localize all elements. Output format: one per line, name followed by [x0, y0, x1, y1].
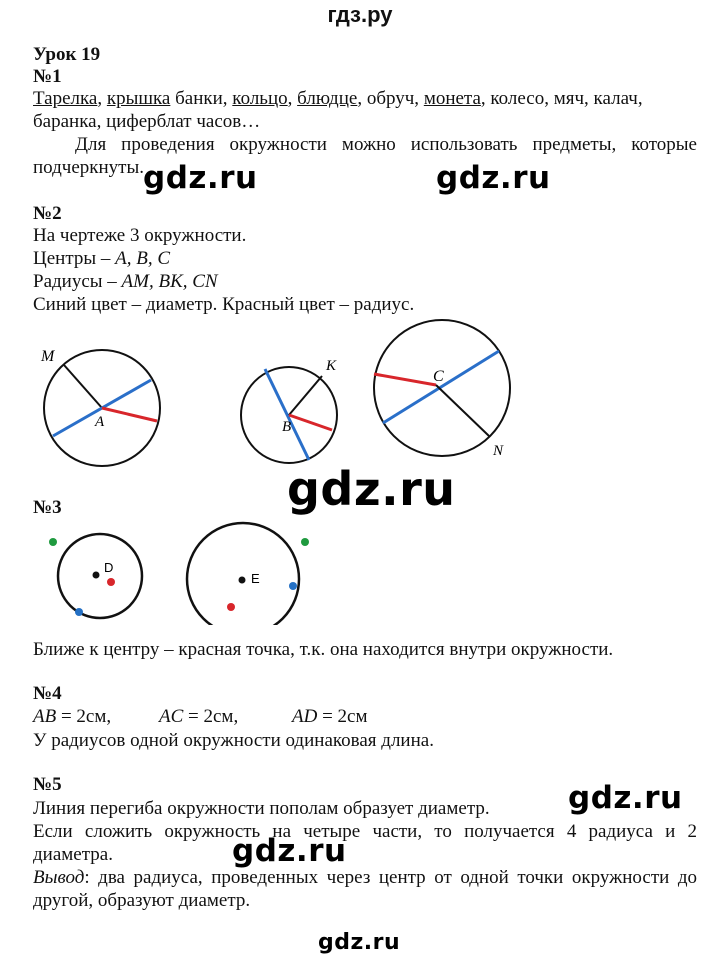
circle-d — [58, 534, 142, 618]
task1-item: кольцо — [232, 88, 288, 109]
eq3-lhs: AD — [292, 706, 318, 727]
conclusion-text: : два радиуса, проведенных через центр от одной точки окружности до другой, образуют диаметр. — [33, 867, 697, 911]
radius-cn — [436, 385, 489, 436]
label-n: N — [493, 443, 504, 459]
task3-number: №3 — [33, 497, 62, 518]
radius-a-red — [102, 408, 157, 421]
task2-centers — [33, 247, 170, 270]
task1-line2: баранка, циферблат часов… — [33, 111, 261, 132]
label-b: B — [282, 419, 292, 435]
eq2-rhs: = 2см, — [183, 706, 239, 727]
radius-bk — [289, 376, 322, 415]
blue-point — [75, 608, 83, 616]
green-point — [49, 538, 57, 546]
radii-label: Радиусы – — [33, 271, 122, 292]
eq3-rhs: = 2см — [317, 706, 368, 727]
task4-note: У радиусов одной окружности одинаковая длина. — [33, 730, 434, 751]
lesson-title: Урок 19 — [33, 44, 101, 65]
task2-radii — [33, 270, 218, 293]
task5-number: №5 — [33, 774, 62, 795]
task1-item: , колесо, мяч, калач, — [480, 88, 643, 109]
radius-am — [64, 365, 102, 408]
task1-note: Для проведения окружности можно использовать предметы, которые подчеркнуты. — [33, 134, 697, 178]
label-k: K — [326, 358, 337, 374]
eq1-lhs: AB — [33, 706, 57, 727]
points-diagram — [0, 520, 720, 625]
watermark: gdz.ru — [436, 160, 551, 196]
eq2-lhs: AC — [159, 706, 184, 727]
task1-item: банки, — [170, 88, 233, 109]
diameter-c — [383, 351, 499, 423]
watermark: gdz.ru — [287, 462, 456, 516]
label-e: E — [251, 571, 260, 586]
radius-b-red — [289, 415, 332, 430]
label-d: D — [104, 560, 114, 575]
centers-label: Центры – — [33, 248, 116, 269]
radii-value: AM, BK, CN — [121, 271, 218, 292]
eq1-rhs: = 2см, — [56, 706, 112, 727]
site-header: гдз.ру — [327, 2, 393, 27]
red-point — [107, 578, 115, 586]
task1-item: блюдце — [297, 88, 358, 109]
task1-item: , обруч, — [357, 88, 424, 109]
task1-item: Тарелка — [33, 88, 98, 109]
diameter-b — [265, 369, 309, 460]
red-point — [227, 603, 235, 611]
label-c: C — [433, 368, 444, 385]
center-e-point — [239, 577, 246, 584]
radius-c-red — [374, 374, 436, 385]
circle-e — [187, 523, 299, 625]
watermark: gdz.ru — [568, 780, 683, 816]
green-point — [301, 538, 309, 546]
task2-colors: Синий цвет – диаметр. Красный цвет – радиус. — [33, 294, 415, 315]
task5-line1: Линия перегиба окружности пополам образует диаметр. — [33, 798, 490, 819]
task1-item: , — [287, 88, 298, 109]
conclusion-label: Вывод — [33, 867, 85, 888]
task1-item: , — [97, 88, 107, 109]
task3-answer: Ближе к центру – красная точка, т.к. она находится внутри окружности. — [33, 639, 614, 660]
task1-number: №1 — [33, 66, 62, 87]
task5-conclusion — [33, 866, 697, 912]
task5-para2: Если сложить окружность на четыре части, то получается 4 радиуса и 2 диаметра. — [33, 821, 697, 865]
watermark: gdz.ru — [232, 833, 347, 869]
blue-point — [289, 582, 297, 590]
label-a: A — [95, 414, 105, 430]
centers-value: A, B, C — [115, 248, 171, 269]
watermark: gdz.ru — [143, 160, 258, 196]
task2-line1: На чертеже 3 окружности. — [33, 225, 247, 246]
center-d-point — [93, 572, 100, 579]
task4-number: №4 — [33, 683, 62, 704]
task1-item: крышка — [106, 88, 171, 109]
task1-items-line — [33, 87, 643, 110]
circles-diagram — [0, 318, 720, 468]
task1-item: монета — [423, 88, 481, 109]
label-m: M — [41, 348, 55, 365]
watermark: gdz.ru — [318, 930, 401, 955]
task2-number: №2 — [33, 203, 62, 224]
